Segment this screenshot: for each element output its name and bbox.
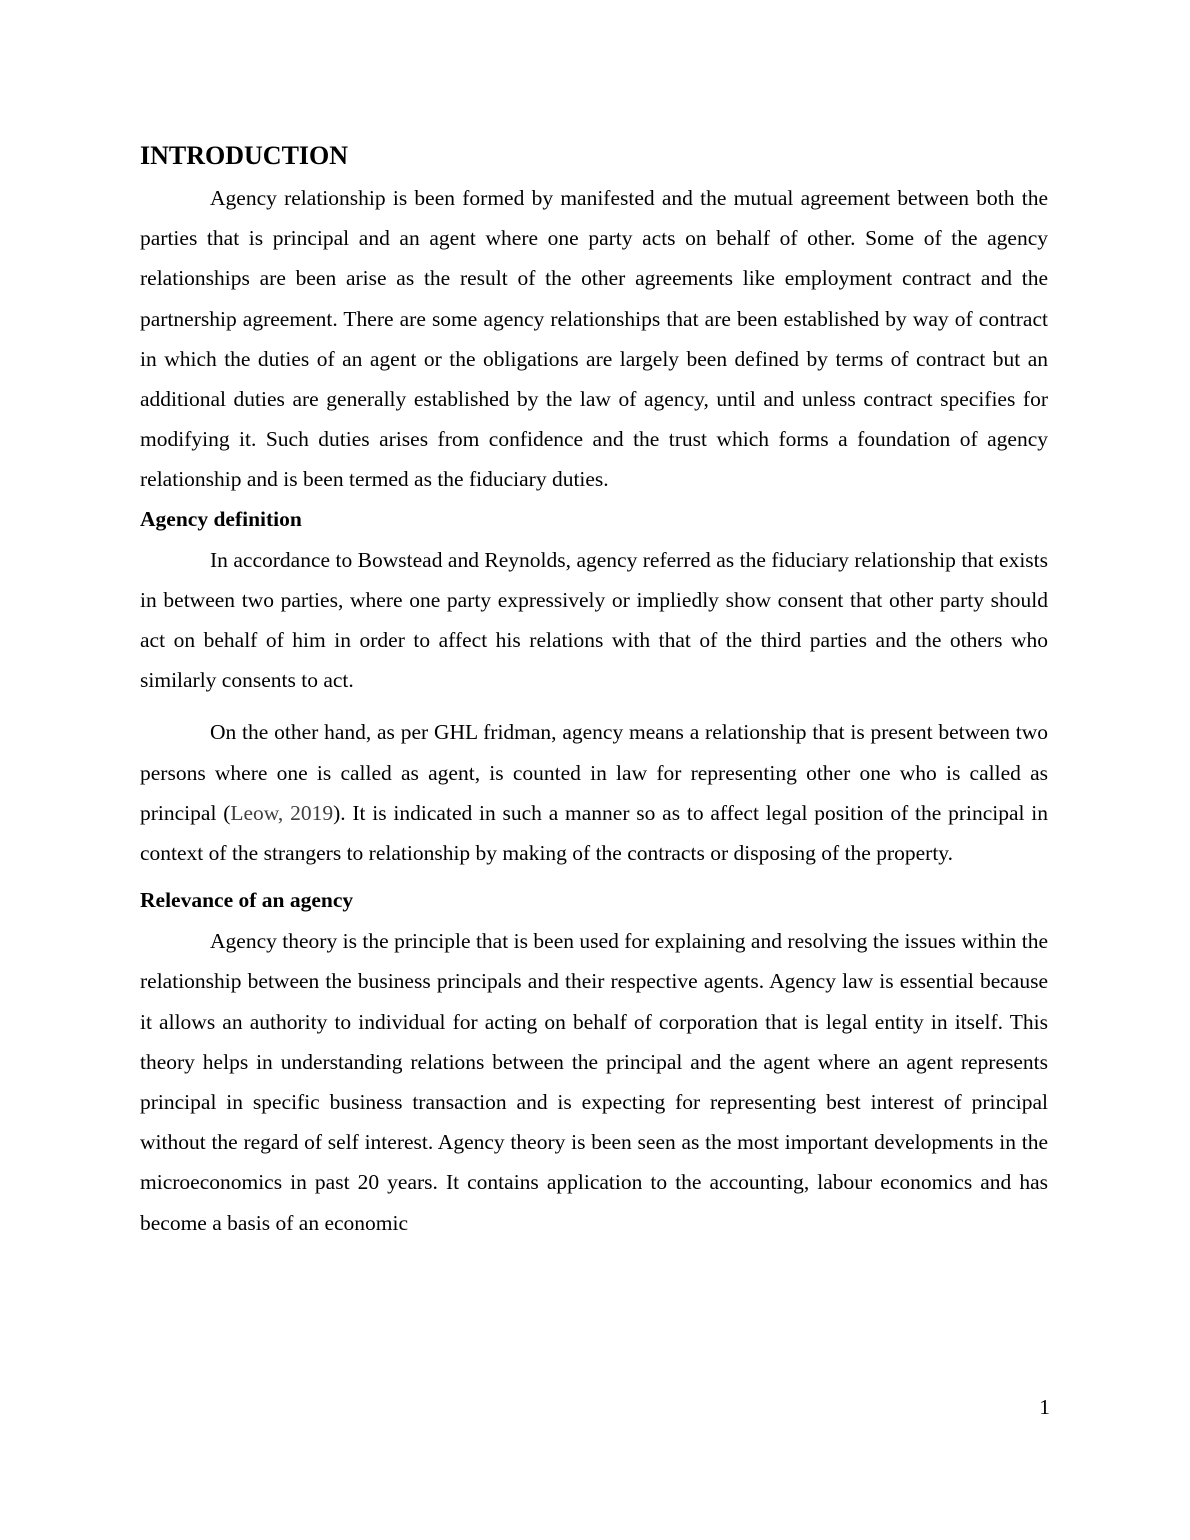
page-content <box>140 138 1048 1243</box>
definition-paragraph-2-text-b: ). It is indicated in such a manner so as to affect legal position of the principal in context of the strangers to relationship by making of the contracts or disposing of the property. <box>140 800 1048 866</box>
definition-paragraph-1: In accordance to Bowstead and Reynolds, agency referred as the fiduciary relationship that exists in between two parties, where one party expressively or impliedly show consent that other party should act on behalf of him in order to affect his relations with that of the third parties and the others who similarly consents to act. <box>140 547 1048 693</box>
definition-paragraph-2 <box>140 712 1048 873</box>
citation-leow-2019: Leow, 2019 <box>230 800 334 825</box>
section-heading-agency-definition: Agency definition <box>140 506 302 531</box>
definition-paragraph-2-text-a: On the other hand, as per GHL fridman, agency means a relationship that is present between two persons where one is called as agent, is counted in law for representing other one who is called as principal ( <box>140 720 1048 825</box>
page-number: 1 <box>1039 1395 1050 1419</box>
intro-paragraph: Agency relationship is been formed by manifested and the mutual agreement between both the parties that is principal and an agent where one party acts on behalf of other. Some of the agency relationships are been arise as the result of the other agreements like employment contract and the partnership agreement. There are some agency relationships that are been established by way of contract in which the duties of an agent or the obligations are largely been defined by terms of contract but an additional duties are generally established by the law of agency, until and unless contract specifies for modifying it. Such duties arises from confidence and the trust which forms a foundation of agency relationship and is been termed as the fiduciary duties. <box>140 186 1048 492</box>
relevance-paragraph: Agency theory is the principle that is been used for explaining and resolving the issues within the relationship between the business principals and their respective agents. Agency law is essential because it allows an authority to individual for acting on behalf of corporation that is legal entity in itself. This theory helps in understanding relations between the principal and the agent where an agent represents principal in specific business transaction and is expecting for representing best interest of principal without the regard of self interest. Agency theory is been seen as the most important developments in the microeconomics in past 20 years. It contains application to the accounting, labour economics and has become a basis of an economic <box>140 929 1048 1235</box>
section-heading-introduction: INTRODUCTION <box>140 141 349 170</box>
section-heading-relevance: Relevance of an agency <box>140 888 354 913</box>
